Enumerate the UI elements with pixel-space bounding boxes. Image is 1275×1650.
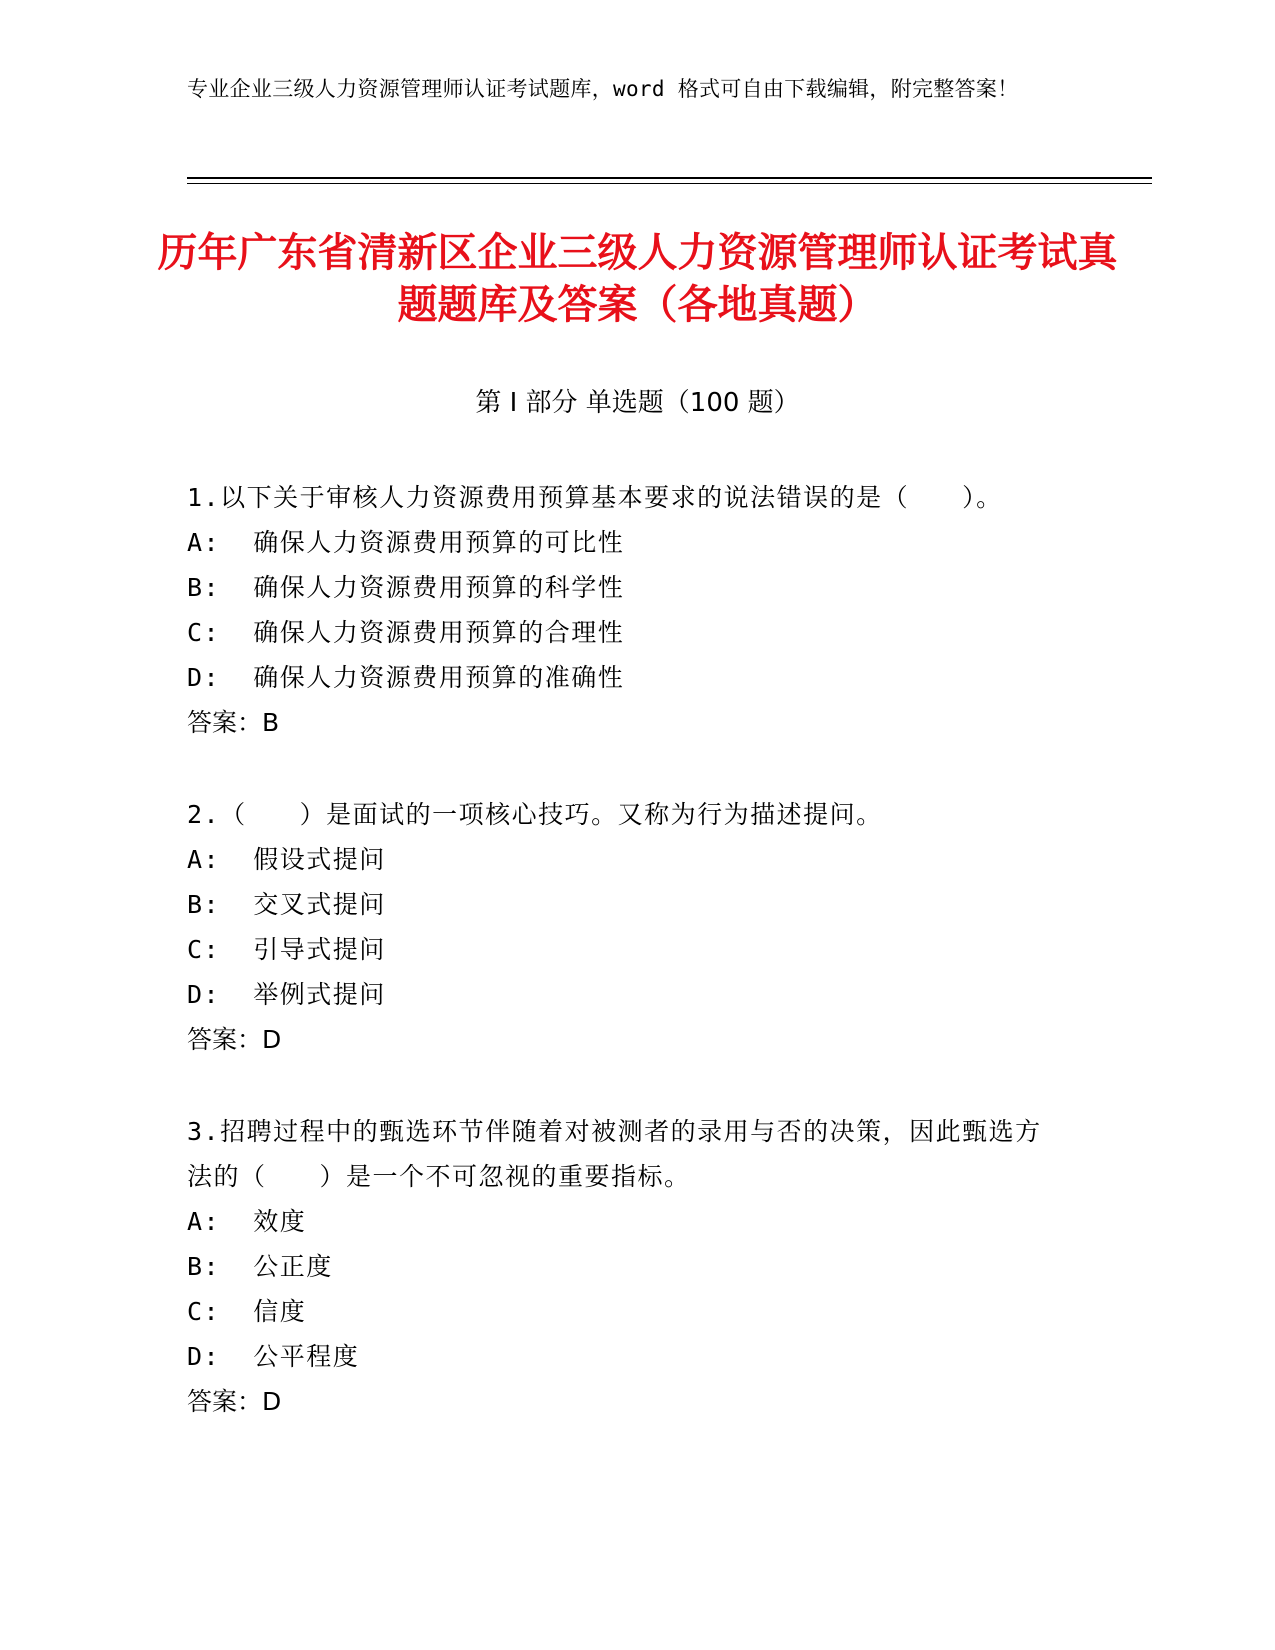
option-c: C: 引导式提问 bbox=[187, 935, 386, 964]
header-divider-thin bbox=[187, 183, 1152, 184]
header-note: 专业企业三级人力资源管理师认证考试题库，word 格式可自由下载编辑，附完整答案！ bbox=[187, 77, 1019, 101]
question-stem: 1.以下关于审核人力资源费用预算基本要求的说法错误的是（ ）。 bbox=[187, 483, 1003, 512]
section-heading: 第 I 部分 单选题（100 题） bbox=[475, 388, 800, 418]
option-c: C: 信度 bbox=[187, 1297, 307, 1326]
option-d: D: 确保人力资源费用预算的准确性 bbox=[187, 663, 625, 692]
option-b: B: 确保人力资源费用预算的科学性 bbox=[187, 573, 625, 602]
answer: 答案：D bbox=[187, 1025, 282, 1054]
option-d: D: 公平程度 bbox=[187, 1342, 360, 1371]
question-1 bbox=[187, 475, 1067, 745]
header-divider-thick bbox=[187, 177, 1152, 179]
answer: 答案：D bbox=[187, 1387, 282, 1416]
option-c: C: 确保人力资源费用预算的合理性 bbox=[187, 618, 625, 647]
option-a: A: 确保人力资源费用预算的可比性 bbox=[187, 528, 625, 557]
question-stem: 3.招聘过程中的甄选环节伴随着对被测者的录用与否的决策，因此甄选方法的（ ）是一个不可忽视的重要指标。 bbox=[187, 1117, 1042, 1191]
question-3 bbox=[187, 1109, 1067, 1424]
option-d: D: 举例式提问 bbox=[187, 980, 386, 1009]
document-title: 历年广东省清新区企业三级人力资源管理师认证考试真题题库及答案（各地真题） bbox=[157, 230, 1118, 328]
option-a: A: 效度 bbox=[187, 1207, 307, 1236]
question-list bbox=[187, 475, 1067, 1471]
question-stem: 2.（ ）是面试的一项核心技巧。又称为行为描述提问。 bbox=[187, 800, 883, 829]
option-a: A: 假设式提问 bbox=[187, 845, 386, 874]
question-2 bbox=[187, 792, 1067, 1062]
option-b: B: 交叉式提问 bbox=[187, 890, 386, 919]
answer: 答案：B bbox=[187, 708, 280, 737]
option-b: B: 公正度 bbox=[187, 1252, 333, 1281]
